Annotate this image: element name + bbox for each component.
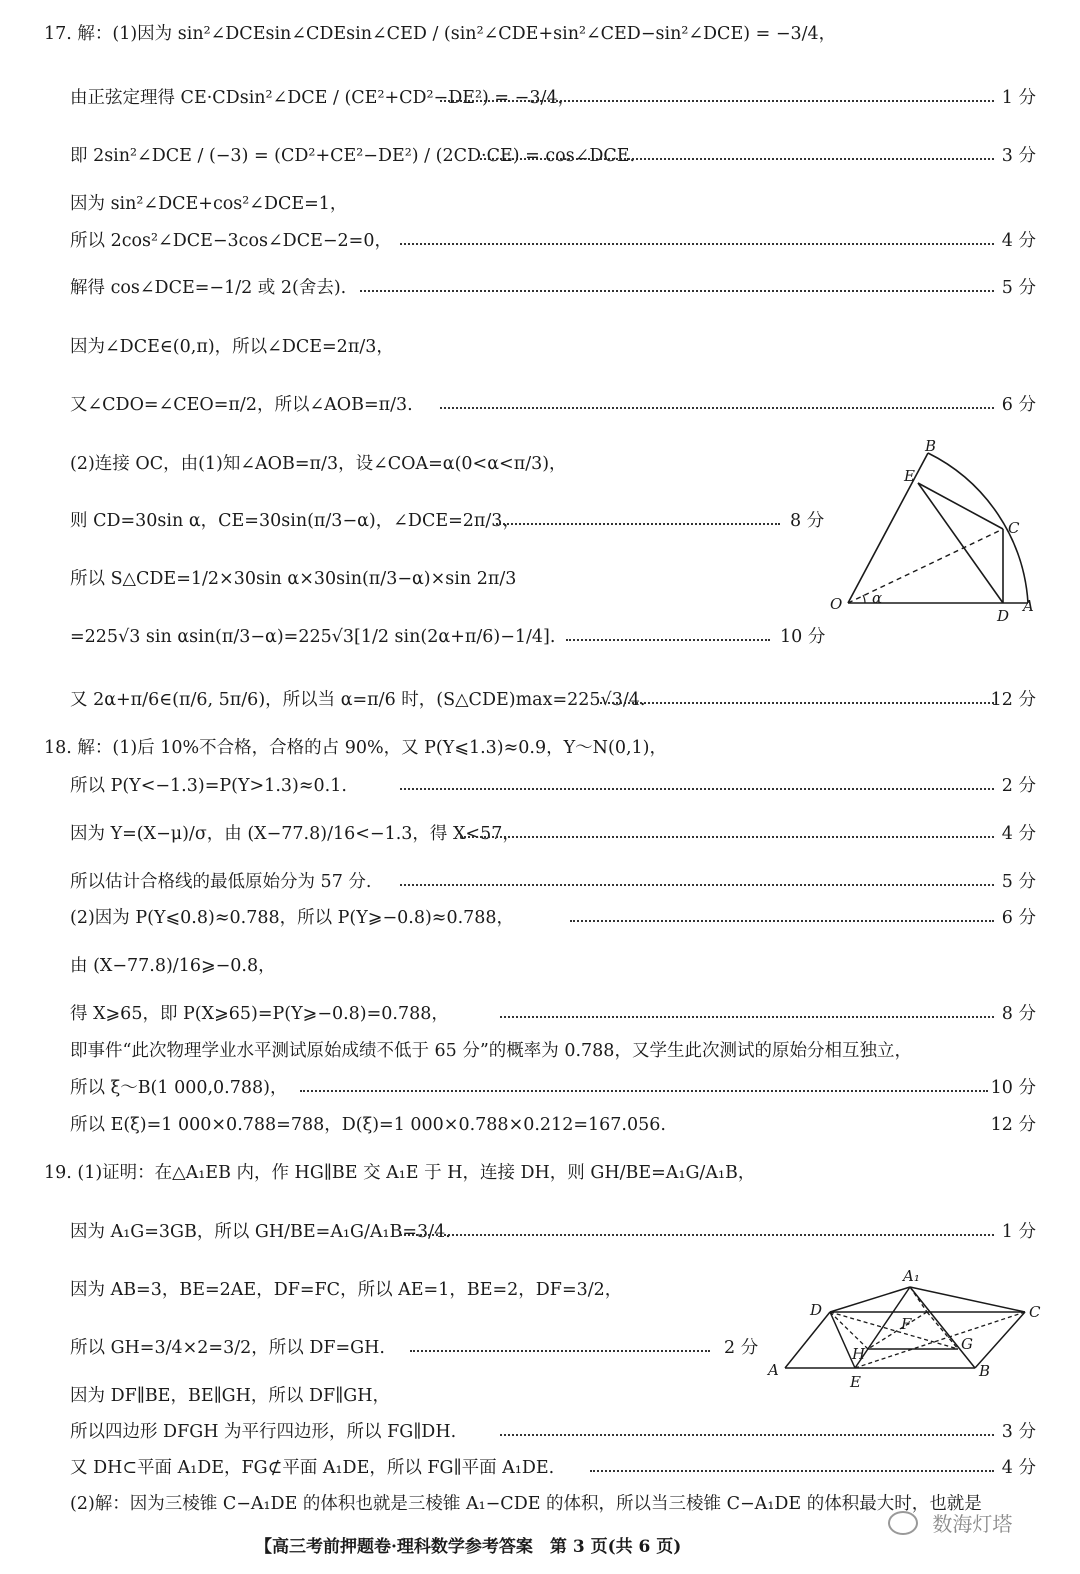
line-text: 所以 E(ξ)=1 000×0.788=788，D(ξ)=1 000×0.788×0.212=167.056. <box>70 1115 666 1135</box>
line-text: 因为 DF∥BE，BE∥GH，所以 DF∥GH， <box>70 1386 390 1406</box>
label-d: D <box>997 607 1010 625</box>
leader-dots <box>566 639 770 641</box>
label-c: C <box>1029 1303 1041 1321</box>
line-text: 解得 cos∠DCE=−1/2 或 2(舍去). <box>70 278 347 298</box>
label-c: C <box>1008 519 1020 537</box>
line-text: 则 CD=30sin α，CE=30sin(π/3−α)，∠DCE=2π/3， <box>70 511 520 531</box>
leader-dots <box>410 1350 710 1352</box>
label-b: B <box>925 437 937 455</box>
leader-dots <box>500 1016 994 1018</box>
edge-a1d <box>830 1287 910 1312</box>
label-a1: A₁ <box>903 1267 920 1285</box>
pyramid-figure <box>760 1265 1045 1395</box>
leader-dots <box>400 1234 994 1236</box>
leader-dots <box>500 1434 994 1436</box>
line-text: 又 DH⊂平面 A₁DE，FG⊄平面 A₁DE，所以 FG∥平面 A₁DE. <box>70 1458 555 1478</box>
dash-fh <box>868 1312 927 1349</box>
label-e: E <box>850 1373 861 1391</box>
score-label: 3 分 <box>1001 1422 1036 1442</box>
segment-ec <box>918 483 1003 529</box>
score-label: 8 分 <box>790 511 825 531</box>
score-label: 6 分 <box>1001 908 1036 928</box>
leader-dots <box>400 788 994 790</box>
leader-dots <box>300 1090 988 1092</box>
line-text: 得 X⩾65，即 P(X⩾65)=P(Y⩾−0.8)=0.788， <box>70 1004 449 1024</box>
leader-dots <box>496 523 780 525</box>
score-label: 4 分 <box>1001 1458 1036 1478</box>
dash-fg <box>927 1312 958 1349</box>
label-e: E <box>904 467 915 485</box>
line-text: 因为∠DCE∈(0,π)，所以∠DCE=2π/3， <box>70 337 394 357</box>
label-g: G <box>961 1335 973 1353</box>
label-f: F <box>901 1315 912 1333</box>
line-text: 因为 sin²∠DCE+cos²∠DCE=1， <box>70 194 348 214</box>
score-label: 1 分 <box>1001 88 1036 108</box>
score-label: 12 分 <box>990 1115 1036 1135</box>
leader-dots <box>400 243 994 245</box>
dash-dh <box>830 1312 868 1349</box>
line-text: 由 (X−77.8)/16⩾−0.8， <box>70 956 276 976</box>
label-a: A <box>768 1361 779 1379</box>
line-text: 所以 2cos²∠DCE−3cos∠DCE−2=0， <box>70 231 392 251</box>
segment-ob <box>848 453 928 603</box>
segment-ed <box>918 483 1003 603</box>
line-text: 即事件“此次物理学业水平测试原始成绩不低于 65 分”的概率为 0.788，又学生此次测试的原始分相互独立， <box>70 1041 912 1061</box>
score-label: 4 分 <box>1001 231 1036 251</box>
leader-dots <box>590 1470 994 1472</box>
label-d: D <box>810 1301 823 1319</box>
score-label: 1 分 <box>1001 1222 1036 1242</box>
score-label: 4 分 <box>1001 824 1036 844</box>
line-text: 所以 ξ～B(1 000,0.788)， <box>70 1078 288 1098</box>
leader-dots <box>440 100 994 102</box>
line-text: 因为 A₁G=3GB，所以 GH/BE=A₁G/A₁B=3/4. <box>70 1222 451 1242</box>
edge-ad <box>785 1312 830 1368</box>
line-text: 所以 S△CDE=1/2×30sin α×30sin(π/3−α)×sin 2π/3 <box>70 569 517 589</box>
line-text: 所以 P(Y<−1.3)=P(Y>1.3)≈0.1. <box>70 776 347 796</box>
leader-dots <box>600 702 994 704</box>
watermark <box>888 1508 1012 1537</box>
line-text: 即 2sin²∠DCE / (−3) = (CD²+CE²−DE²) / (2CD·CE) = cos∠DCE. <box>70 146 636 166</box>
line-text: 又 2α+π/6∈(π/6, 5π/6)，所以当 α=π/6 时，(S△CDE)max=225√3/4. <box>70 690 646 710</box>
line-text: 18. 解：(1)后 10%不合格，合格的占 90%，又 P(Y⩽1.3)≈0.9，Y～N(0,1)， <box>44 738 667 758</box>
leader-dots <box>460 836 994 838</box>
score-label: 5 分 <box>1001 278 1036 298</box>
score-label: 2 分 <box>1001 776 1036 796</box>
label-a: A <box>1023 597 1034 615</box>
score-label: 2 分 <box>724 1338 759 1358</box>
line-text: (2)因为 P(Y⩽0.8)≈0.788，所以 P(Y⩾−0.8)≈0.788， <box>70 908 515 928</box>
line-text: =225√3 sin αsin(π/3−α)=225√3[1/2 sin(2α+π/6)−1/4]. <box>70 627 556 647</box>
leader-dots <box>480 158 994 160</box>
edge-bc <box>975 1312 1025 1368</box>
leader-dots <box>570 920 994 922</box>
line-text: 又∠CDO=∠CEO=π/2，所以∠AOB=π/3. <box>70 395 413 415</box>
footer-text: 【高三考前押题卷·理科数学参考答案 第 3 页(共 6 页) <box>255 1537 682 1557</box>
sector-figure <box>825 435 1040 630</box>
line-text: 所以估计合格线的最低原始分为 57 分. <box>70 872 372 892</box>
score-label: 6 分 <box>1001 395 1036 415</box>
line-text: 17. 解：(1)因为 sin²∠DCEsin∠CDEsin∠CED / (sin²∠CDE+sin²∠CED−sin²∠DCE) = −3/4， <box>44 24 837 44</box>
dash-dg <box>830 1312 958 1349</box>
score-label: 12 分 <box>990 690 1036 710</box>
score-label: 10 分 <box>990 1078 1036 1098</box>
leader-dots <box>400 884 994 886</box>
line-text: (2)连接 OC，由(1)知∠AOB=π/3，设∠COA=α(0<α<π/3)， <box>70 454 567 474</box>
score-label: 5 分 <box>1001 872 1036 892</box>
line-text: 所以 GH=3/4×2=3/2，所以 DF=GH. <box>70 1338 385 1358</box>
line-text: 因为 Y=(X−μ)/σ，由 (X−77.8)/16<−1.3，得 X<57， <box>70 824 520 844</box>
label-o: O <box>830 595 843 613</box>
line-text: (2)解：因为三棱锥 C−A₁DE 的体积也就是三棱锥 A₁−CDE 的体积，所以当三棱锥 C−A₁DE 的体积最大时，也就是 <box>70 1494 982 1514</box>
line-text: 由正弦定理得 CE·CDsin²∠DCE / (CE²+CD²−DE²) = −3/4， <box>70 88 575 108</box>
line-text: 所以四边形 DFGH 为平行四边形，所以 FG∥DH. <box>70 1422 457 1442</box>
score-label: 10 分 <box>780 627 826 647</box>
label-h: H <box>852 1345 866 1363</box>
angle-alpha-arc <box>863 595 865 603</box>
watermark-text: 数海灯塔 <box>932 1512 1013 1536</box>
line-text: 因为 AB=3，BE=2AE，DF=FC，所以 AE=1，BE=2，DF=3/2， <box>70 1280 623 1300</box>
wechat-icon <box>888 1511 918 1535</box>
leader-dots <box>360 290 994 292</box>
leader-dots <box>440 407 994 409</box>
score-label: 3 分 <box>1001 146 1036 166</box>
label-b: B <box>979 1362 991 1380</box>
line-text: 19. (1)证明：在△A₁EB 内，作 HG∥BE 交 A₁E 于 H，连接 DH，则 GH/BE=A₁G/A₁B， <box>44 1163 756 1183</box>
label-alpha: α <box>872 589 883 607</box>
score-label: 8 分 <box>1001 1004 1036 1024</box>
